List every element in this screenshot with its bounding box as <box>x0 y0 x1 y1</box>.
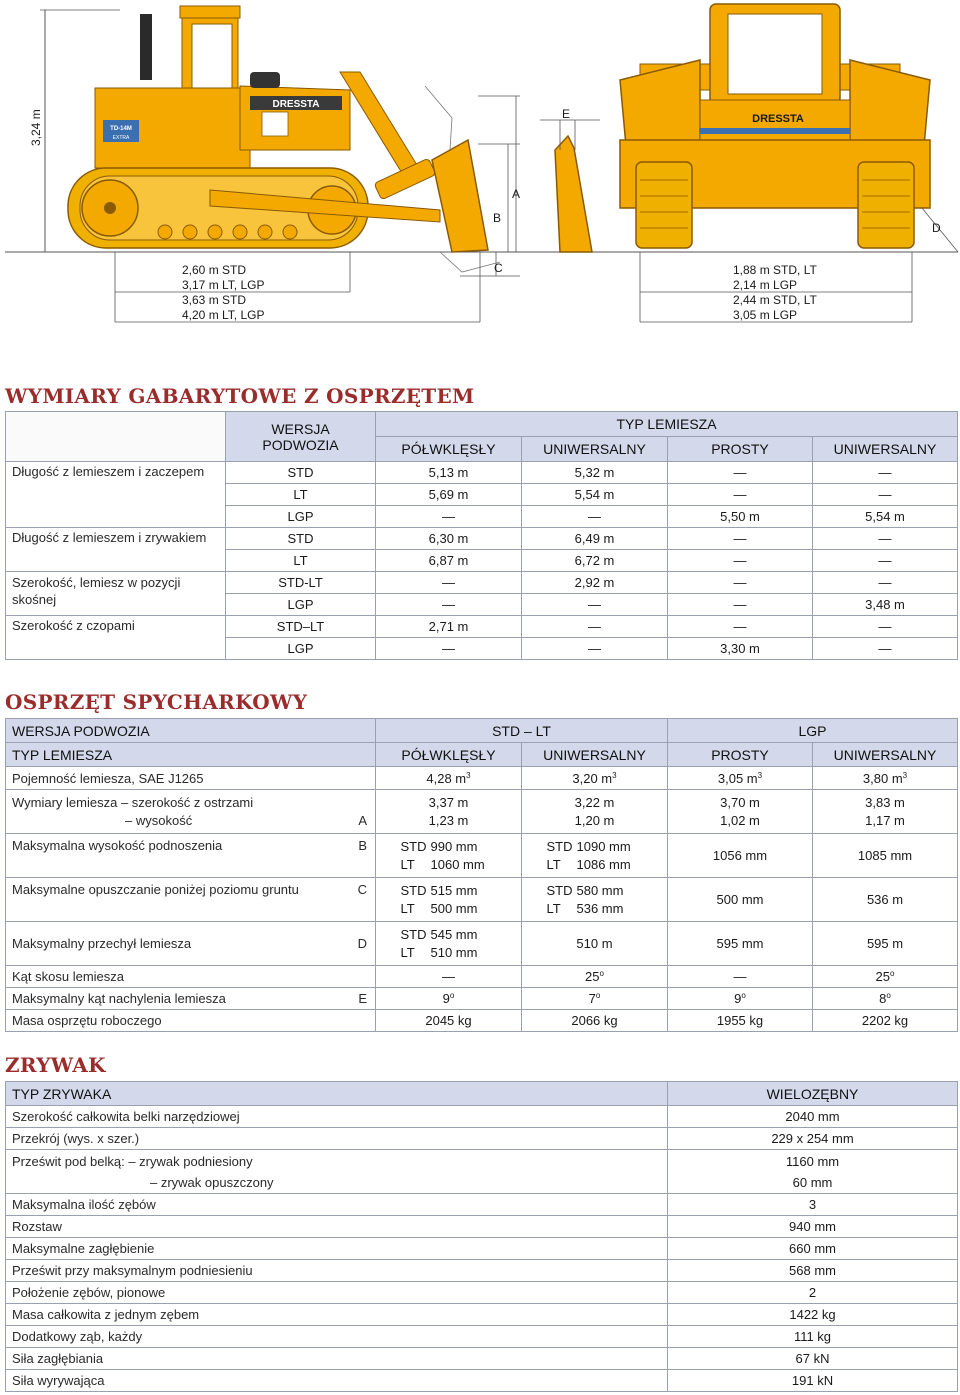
table-row: Pojemność lemiesza, SAE J1265 4,28 $m^3$ 3,20 $m^3$ 3,05 $m^3$ 3,80 $m^3$ <box>6 767 958 790</box>
row-label: Szerokość z czopami <box>6 616 226 660</box>
table-row: Maksymalna ilość zębów 3 <box>6 1194 958 1216</box>
bulldozer-front-view <box>620 4 958 252</box>
height-label: 3,24 m <box>29 109 43 146</box>
right-dim-2: 2,44 m STD, LT <box>733 293 817 307</box>
chassis-version: STD–LT <box>226 616 376 638</box>
chassis-version: LT <box>226 484 376 506</box>
left-dimensions <box>115 252 480 322</box>
blade-type-0: PÓŁWKLĘSŁY <box>376 437 522 462</box>
chassis-version: LGP <box>226 594 376 616</box>
table-row: LGP — — 3,30 m — <box>6 638 958 660</box>
left-dim-3: 4,20 m LT, LGP <box>182 308 265 322</box>
table-row: Wymiary lemiesza – szerokość z ostrzami – wysokość A 3,37 m 1,23 m 3,22 m 1,20 m 3,70 m 1,02 m 3,83 m 1,17 m <box>6 790 958 834</box>
left-dim-0: 2,60 m STD <box>182 263 247 277</box>
section-title-blade-equipment: OSPRZĘT SPYCHARKOWY <box>5 690 308 714</box>
table-row: Maksymalne zagłębienie 660 mm <box>6 1238 958 1260</box>
section-title-dimensions: WYMIARY GABARYTOWE Z OSPRZĘTEM <box>5 384 475 408</box>
std-lt-header: STD – LT <box>376 719 668 743</box>
blade-equipment-table: WERSJA PODWOZIA STD – LT LGP TYP LEMIESZA PÓŁWKLĘSŁY UNIWERSALNY PROSTY UNIWERSALNY Pojemność lemiesza, SAE J1265 4,28 $m^3$ 3,20 $m^3$ 3,05 $m^3$ 3,80 $m^3$ Wymiary lemiesza – szerokość z ostrzami – wysokość A 3,37 m 1,23 m 3,22 m 1,20 m 3,70 m 1,02 m 3,83 m 1,17 m Maksymalna wysokość podnoszenia B STD 990 mm LT 1060 mm STD 1090 mm LT 1086 mm 1056 mm 1085 mm Maksymalne opuszczanie poniżej poziomu gruntu C STD 515 mm LT 500 mm STD 580 mm LT 536 mm 500 mm 536 m Maksymalny przechył lemiesza D STD 545 mm LT 510 mm 510 m 595 mm 595 m Kąt skosu lemiesza — 25$^o$ — 25$^o$ Maksymalny kąt nachylenia lemiesza E 9$^o$ 7$^o$ 9$^o$ 8$^o$ Masa osprzętu roboczego 2045 kg 2066 kg 1955 kg 2202 kg <box>5 718 958 1032</box>
chassis-version: STD-LT <box>226 572 376 594</box>
table-row: Długość z lemieszem i zaczepem STD 5,13 m 5,32 m — — <box>6 462 958 484</box>
table-row: LGP — — — 3,48 m <box>6 594 958 616</box>
model-sub-label: EXTRA <box>112 135 130 141</box>
table-row: Rozstaw 940 mm <box>6 1216 958 1238</box>
letter-a: A <box>512 187 521 201</box>
brand-front-label: DRESSTA <box>752 113 804 125</box>
right-dim-3: 3,05 m LGP <box>733 308 798 322</box>
table-row: Maksymalne opuszczanie poniżej poziomu gruntu C STD 515 mm LT 500 mm STD 580 mm LT 536 mm 500 mm 536 m <box>6 878 958 922</box>
blade-type-3: UNIWERSALNY <box>813 437 958 462</box>
table-row: Prześwit pod belką: – zrywak podniesiony – zrywak opuszczony 1160 mm 60 mm <box>6 1150 958 1194</box>
table-row: Masa osprzętu roboczego 2045 kg 2066 kg 1955 kg 2202 kg <box>6 1010 958 1032</box>
bulldozer-side-view <box>68 6 500 272</box>
table-row: Dodatkowy ząb, każdy 111 kg <box>6 1326 958 1348</box>
row-label: Długość z lemieszem i zrywakiem <box>6 528 226 572</box>
letter-d: D <box>932 221 941 235</box>
table-row: Prześwit przy maksymalnym podniesieniu 568 mm <box>6 1260 958 1282</box>
blade-type-header: TYP LEMIESZA <box>376 412 958 437</box>
left-dim-1: 3,17 m LT, LGP <box>182 278 265 292</box>
table-row: Położenie zębów, pionowe 2 <box>6 1282 958 1304</box>
chassis-version: STD <box>226 462 376 484</box>
chassis-header: WERSJA PODWOZIA <box>226 412 376 462</box>
row-label: Szerokość, lemiesz w pozycji skośnej <box>6 572 226 616</box>
table-row: LGP — — 5,50 m 5,54 m <box>6 506 958 528</box>
right-dim-1: 2,14 m LGP <box>733 278 798 292</box>
blade-type-2: PROSTY <box>668 437 813 462</box>
letter-e: E <box>562 107 571 121</box>
table-row: Maksymalny przechył lemiesza D STD 545 mm LT 510 mm 510 m 595 mm 595 m <box>6 922 958 966</box>
chassis-version: LGP <box>226 638 376 660</box>
left-dim-2: 3,63 m STD <box>182 293 247 307</box>
right-dimensions <box>640 252 912 322</box>
table-row: LT 5,69 m 5,54 m — — <box>6 484 958 506</box>
table-row: Szerokość, lemiesz w pozycji skośnej STD-LT — 2,92 m — — <box>6 572 958 594</box>
table-row: Masa całkowita z jednym zębem 1422 kg <box>6 1304 958 1326</box>
letter-b: B <box>493 211 502 225</box>
blade-profile <box>540 107 600 252</box>
chassis-label: WERSJA PODWOZIA <box>6 719 376 743</box>
row-label: Długość z lemieszem i zaczepem <box>6 462 226 528</box>
table-row: Szerokość z czopami STD–LT 2,71 m — — — <box>6 616 958 638</box>
section-title-ripper: ZRYWAK <box>5 1053 106 1077</box>
ripper-table <box>5 1081 958 1392</box>
lgp-header: LGP <box>668 719 958 743</box>
table-row: Przekrój (wys. x szer.) 229 x 254 mm <box>6 1128 958 1150</box>
ripper-type-label: TYP ZRYWAKA <box>6 1082 668 1106</box>
chassis-version: LGP <box>226 506 376 528</box>
chassis-version: STD <box>226 528 376 550</box>
bulldozer-dimension-diagram <box>0 0 960 340</box>
dimensions-table <box>5 411 958 660</box>
chassis-version: LT <box>226 550 376 572</box>
brand-side-label: DRESSTA <box>272 99 320 110</box>
model-badge-label: TD-14M <box>110 126 132 132</box>
blade-type-1: UNIWERSALNY <box>522 437 668 462</box>
table-row: Maksymalny kąt nachylenia lemiesza E 9$^o$ 7$^o$ 9$^o$ 8$^o$ <box>6 988 958 1010</box>
table-row: Maksymalna wysokość podnoszenia B STD 990 mm LT 1060 mm STD 1090 mm LT 1086 mm 1056 mm 1085 mm <box>6 834 958 878</box>
table-row: Siła zagłębiania 67 kN <box>6 1348 958 1370</box>
blade-type-label: TYP LEMIESZA <box>6 743 376 767</box>
table-row: Siła wyrywająca 191 kN <box>6 1370 958 1392</box>
right-dim-0: 1,88 m STD, LT <box>733 263 817 277</box>
table-row: Długość z lemieszem i zrywakiem STD 6,30 m 6,49 m — — <box>6 528 958 550</box>
table-row: Szerokość całkowita belki narzędziowej 2040 mm <box>6 1106 958 1128</box>
letter-c: C <box>494 261 503 275</box>
ripper-type-value: WIELOZĘBNY <box>668 1082 958 1106</box>
table-row: Kąt skosu lemiesza — 25$^o$ — 25$^o$ <box>6 966 958 988</box>
table-row: LT 6,87 m 6,72 m — — <box>6 550 958 572</box>
